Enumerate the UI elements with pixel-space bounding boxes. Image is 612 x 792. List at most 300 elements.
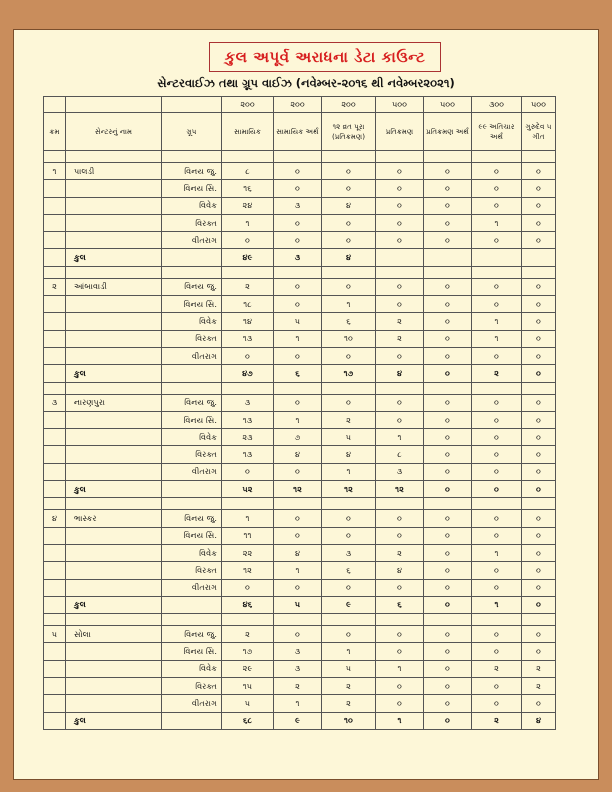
- sr-cell: [44, 596, 66, 613]
- spacer-cell: [472, 614, 522, 626]
- value-cell: ૦: [376, 278, 424, 295]
- total-row: [44, 712, 556, 729]
- value-cell: ૨૪: [222, 197, 274, 214]
- center-name-cell: સોલા: [66, 626, 162, 643]
- sr-cell: [44, 347, 66, 364]
- value-cell: ૦: [376, 579, 424, 596]
- value-cell: ૦: [522, 562, 556, 579]
- center-name-cell: [66, 527, 162, 544]
- value-cell: ૦: [424, 527, 472, 544]
- value-cell: ૦: [522, 296, 556, 313]
- target-cell: ૫૦૦: [376, 97, 424, 113]
- spacer-cell: [162, 382, 222, 394]
- value-cell: ૧: [222, 214, 274, 231]
- target-cell: ૩૦૦: [472, 97, 522, 113]
- spacer-row: [44, 382, 556, 394]
- value-cell: ૦: [472, 347, 522, 364]
- spacer-cell: [162, 266, 222, 278]
- value-cell: ૪: [274, 544, 322, 561]
- center-name-cell: [66, 411, 162, 428]
- table-row: [44, 626, 556, 643]
- table-row: [44, 278, 556, 295]
- value-cell: ૫: [274, 313, 322, 330]
- value-cell: ૦: [376, 197, 424, 214]
- value-cell: ૦: [424, 163, 472, 180]
- total-value-cell: ૯: [322, 596, 376, 613]
- spacer-cell: [274, 382, 322, 394]
- column-header: પ્રતિક્રમણ અર્થ: [424, 113, 472, 151]
- total-value-cell: ૨: [472, 365, 522, 382]
- group-cell: [162, 596, 222, 613]
- column-header: પ્રતિક્રમણ: [376, 113, 424, 151]
- value-cell: ૦: [472, 678, 522, 695]
- value-cell: ૦: [424, 197, 472, 214]
- value-cell: ૦: [472, 163, 522, 180]
- value-cell: ૧૪: [222, 313, 274, 330]
- value-cell: ૦: [424, 562, 472, 579]
- value-cell: ૦: [424, 347, 472, 364]
- total-value-cell: ૧૨: [322, 481, 376, 498]
- sr-cell: [44, 481, 66, 498]
- value-cell: ૪: [322, 197, 376, 214]
- total-value-cell: ૬: [274, 365, 322, 382]
- value-cell: ૦: [472, 411, 522, 428]
- value-cell: ૦: [522, 411, 556, 428]
- value-cell: ૦: [322, 347, 376, 364]
- value-cell: ૦: [376, 232, 424, 249]
- spacer-cell: [44, 266, 66, 278]
- center-name-cell: [66, 678, 162, 695]
- value-cell: ૦: [472, 626, 522, 643]
- group-cell: વિવેક: [162, 197, 222, 214]
- group-cell: વિનય સિ.: [162, 527, 222, 544]
- spacer-cell: [222, 151, 274, 163]
- value-cell: ૦: [376, 394, 424, 411]
- target-cell: ૨૦૦: [222, 97, 274, 113]
- group-cell: વીતરાગ: [162, 232, 222, 249]
- table-row: [44, 313, 556, 330]
- center-name-cell: [66, 180, 162, 197]
- group-cell: વિરક્ત: [162, 562, 222, 579]
- spacer-cell: [322, 614, 376, 626]
- center-name-cell: [66, 643, 162, 660]
- total-value-cell: ૫૨: [222, 481, 274, 498]
- column-header: સામાયિક: [222, 113, 274, 151]
- sr-cell: ૧: [44, 163, 66, 180]
- spacer-cell: [424, 266, 472, 278]
- group-cell: વિવેક: [162, 313, 222, 330]
- spacer-cell: [322, 151, 376, 163]
- value-cell: ૦: [472, 232, 522, 249]
- value-cell: ૪: [322, 446, 376, 463]
- spacer-cell: [322, 382, 376, 394]
- group-cell: વિનય જુ.: [162, 278, 222, 295]
- center-name-cell: [66, 313, 162, 330]
- spacer-cell: [424, 614, 472, 626]
- total-value-cell: ૧: [376, 712, 424, 729]
- spacer-cell: [274, 498, 322, 510]
- value-cell: ૦: [472, 695, 522, 712]
- value-cell: ૦: [424, 429, 472, 446]
- column-header-sr: ક્રમ: [44, 113, 66, 151]
- value-cell: ૫: [222, 695, 274, 712]
- spacer-row: [44, 498, 556, 510]
- value-cell: ૦: [424, 660, 472, 677]
- value-cell: ૪: [376, 562, 424, 579]
- total-value-cell: ૦: [522, 481, 556, 498]
- value-cell: ૧૩: [222, 446, 274, 463]
- spacer-cell: [472, 382, 522, 394]
- group-cell: વિવેક: [162, 660, 222, 677]
- group-cell: વીતરાગ: [162, 347, 222, 364]
- value-cell: ૦: [522, 446, 556, 463]
- total-value-cell: ૪૬: [222, 596, 274, 613]
- group-cell: વિનય જુ.: [162, 163, 222, 180]
- column-header-group: ગ્રૂપ: [162, 113, 222, 151]
- spacer-cell: [472, 151, 522, 163]
- value-cell: ૦: [472, 510, 522, 527]
- table-row: [44, 579, 556, 596]
- value-cell: ૦: [472, 180, 522, 197]
- value-cell: ૧: [222, 510, 274, 527]
- total-label: કુલ: [66, 365, 162, 382]
- total-value-cell: ૦: [424, 481, 472, 498]
- total-value-cell: [424, 249, 472, 266]
- value-cell: ૦: [376, 527, 424, 544]
- value-cell: ૧: [376, 660, 424, 677]
- value-cell: ૦: [222, 232, 274, 249]
- value-cell: ૧: [472, 313, 522, 330]
- total-label: કુલ: [66, 249, 162, 266]
- group-cell: વિનય સિ.: [162, 180, 222, 197]
- value-cell: ૨: [222, 626, 274, 643]
- value-cell: ૦: [472, 296, 522, 313]
- value-cell: ૦: [376, 296, 424, 313]
- value-cell: ૦: [376, 510, 424, 527]
- group-cell: વિનય સિ.: [162, 411, 222, 428]
- total-value-cell: [522, 249, 556, 266]
- value-cell: ૧૧: [222, 527, 274, 544]
- group-cell: [162, 481, 222, 498]
- spacer-cell: [274, 151, 322, 163]
- value-cell: ૫: [322, 429, 376, 446]
- spacer-cell: [44, 382, 66, 394]
- value-cell: ૦: [222, 579, 274, 596]
- header-blank: [44, 97, 66, 113]
- value-cell: ૦: [274, 394, 322, 411]
- value-cell: ૩: [274, 643, 322, 660]
- value-cell: ૦: [424, 330, 472, 347]
- sr-cell: [44, 330, 66, 347]
- spacer-cell: [424, 151, 472, 163]
- value-cell: ૦: [274, 163, 322, 180]
- value-cell: ૨: [322, 678, 376, 695]
- spacer-cell: [222, 498, 274, 510]
- group-cell: વિરક્ત: [162, 330, 222, 347]
- table-row: [44, 394, 556, 411]
- value-cell: ૦: [424, 643, 472, 660]
- total-label: કુલ: [66, 596, 162, 613]
- sr-cell: [44, 463, 66, 480]
- sr-cell: [44, 643, 66, 660]
- total-value-cell: ૯: [274, 712, 322, 729]
- value-cell: ૮: [222, 163, 274, 180]
- value-cell: ૦: [472, 643, 522, 660]
- total-label: કુલ: [66, 712, 162, 729]
- value-cell: ૦: [472, 579, 522, 596]
- sr-cell: [44, 527, 66, 544]
- table-row: [44, 197, 556, 214]
- total-value-cell: ૪: [322, 249, 376, 266]
- sr-cell: [44, 429, 66, 446]
- value-cell: ૦: [274, 180, 322, 197]
- center-name-cell: [66, 232, 162, 249]
- target-row: [44, 97, 556, 113]
- spacer-cell: [376, 151, 424, 163]
- center-name-cell: [66, 330, 162, 347]
- table-row: [44, 678, 556, 695]
- value-cell: ૦: [274, 510, 322, 527]
- value-cell: ૨૯: [222, 660, 274, 677]
- sr-cell: [44, 249, 66, 266]
- value-cell: ૦: [522, 626, 556, 643]
- spacer-row: [44, 266, 556, 278]
- spacer-cell: [376, 382, 424, 394]
- spacer-cell: [376, 614, 424, 626]
- value-cell: ૩: [274, 197, 322, 214]
- table-row: [44, 347, 556, 364]
- table-row: [44, 695, 556, 712]
- value-cell: ૦: [472, 197, 522, 214]
- value-cell: ૦: [472, 278, 522, 295]
- sr-cell: [44, 411, 66, 428]
- group-cell: વીતરાગ: [162, 463, 222, 480]
- value-cell: ૧૦: [322, 330, 376, 347]
- total-row: [44, 249, 556, 266]
- value-cell: ૦: [322, 394, 376, 411]
- total-value-cell: ૬: [376, 596, 424, 613]
- value-cell: ૬: [322, 562, 376, 579]
- value-cell: ૦: [376, 214, 424, 231]
- center-name-cell: [66, 197, 162, 214]
- value-cell: ૧: [322, 643, 376, 660]
- value-cell: ૧૨: [222, 562, 274, 579]
- spacer-cell: [376, 498, 424, 510]
- target-cell: ૨૦૦: [274, 97, 322, 113]
- value-cell: ૨: [322, 411, 376, 428]
- page-subtitle: સેન્ટરવાઈઝ તથા ગ્રૂપ વાઈઝ (નવેમ્બર-૨૦૧૬ થી નવેમ્બર૨૦૨૧): [157, 76, 455, 90]
- value-cell: ૦: [424, 678, 472, 695]
- center-name-cell: આંબાવાડી: [66, 278, 162, 295]
- total-value-cell: ૦: [522, 365, 556, 382]
- spacer-cell: [162, 498, 222, 510]
- value-cell: ૦: [322, 626, 376, 643]
- value-cell: ૪: [274, 446, 322, 463]
- total-value-cell: ૧૭: [322, 365, 376, 382]
- title-box: [209, 42, 441, 72]
- value-cell: ૦: [376, 411, 424, 428]
- value-cell: ૦: [424, 278, 472, 295]
- sr-cell: [44, 296, 66, 313]
- column-header: ગુરુદેવ ૫ ગીત: [522, 113, 556, 151]
- value-cell: ૧: [274, 562, 322, 579]
- value-cell: ૦: [322, 232, 376, 249]
- spacer-cell: [44, 614, 66, 626]
- spacer-cell: [66, 614, 162, 626]
- sr-cell: [44, 214, 66, 231]
- value-cell: ૦: [376, 626, 424, 643]
- value-cell: ૦: [522, 214, 556, 231]
- sr-cell: [44, 313, 66, 330]
- value-cell: ૭: [274, 429, 322, 446]
- value-cell: ૦: [274, 232, 322, 249]
- total-value-cell: ૧: [472, 596, 522, 613]
- center-name-cell: [66, 695, 162, 712]
- value-cell: ૦: [522, 347, 556, 364]
- value-cell: ૦: [376, 347, 424, 364]
- total-label: કુલ: [66, 481, 162, 498]
- sr-cell: ૪: [44, 510, 66, 527]
- sr-cell: [44, 562, 66, 579]
- value-cell: ૦: [522, 330, 556, 347]
- spacer-cell: [66, 266, 162, 278]
- table-row: [44, 544, 556, 561]
- value-cell: ૦: [424, 296, 472, 313]
- value-cell: ૦: [522, 429, 556, 446]
- total-row: [44, 596, 556, 613]
- center-name-cell: નારણપુરા: [66, 394, 162, 411]
- spacer-cell: [66, 382, 162, 394]
- value-cell: ૦: [472, 394, 522, 411]
- sr-cell: [44, 695, 66, 712]
- center-name-cell: [66, 347, 162, 364]
- spacer-cell: [44, 498, 66, 510]
- value-cell: ૦: [424, 214, 472, 231]
- spacer-cell: [522, 614, 556, 626]
- spacer-cell: [522, 151, 556, 163]
- value-cell: ૦: [472, 527, 522, 544]
- total-row: [44, 365, 556, 382]
- group-cell: વિનય જુ.: [162, 394, 222, 411]
- sr-cell: [44, 197, 66, 214]
- group-cell: વીતરાગ: [162, 579, 222, 596]
- center-name-cell: [66, 296, 162, 313]
- center-name-cell: ભાસ્કર: [66, 510, 162, 527]
- spacer-cell: [472, 266, 522, 278]
- value-cell: ૦: [274, 214, 322, 231]
- header-blank: [66, 97, 162, 113]
- value-cell: ૧૮: [222, 296, 274, 313]
- header-blank: [162, 97, 222, 113]
- value-cell: ૦: [472, 463, 522, 480]
- value-cell: ૦: [322, 180, 376, 197]
- table-row: [44, 163, 556, 180]
- spacer-cell: [222, 382, 274, 394]
- value-cell: ૦: [522, 197, 556, 214]
- report-sheet: [13, 29, 599, 780]
- value-cell: ૨: [274, 678, 322, 695]
- total-value-cell: ૧૦: [322, 712, 376, 729]
- value-cell: ૨૩: [222, 429, 274, 446]
- value-cell: ૦: [522, 544, 556, 561]
- value-cell: ૦: [424, 544, 472, 561]
- value-cell: ૦: [376, 695, 424, 712]
- value-cell: ૦: [274, 463, 322, 480]
- column-header-center: સેન્ટરનું નામ: [66, 113, 162, 151]
- total-value-cell: ૧૨: [376, 481, 424, 498]
- value-cell: ૦: [424, 463, 472, 480]
- total-value-cell: ૧૨: [274, 481, 322, 498]
- value-cell: ૨૨: [222, 544, 274, 561]
- spacer-cell: [162, 614, 222, 626]
- group-cell: વિનય સિ.: [162, 643, 222, 660]
- value-cell: ૦: [522, 510, 556, 527]
- value-cell: ૨: [522, 678, 556, 695]
- total-value-cell: ૪: [522, 712, 556, 729]
- table-row: [44, 429, 556, 446]
- value-cell: ૧: [472, 214, 522, 231]
- value-cell: ૦: [222, 463, 274, 480]
- sr-cell: [44, 180, 66, 197]
- value-cell: ૦: [322, 163, 376, 180]
- total-value-cell: ૩: [274, 249, 322, 266]
- value-cell: ૦: [376, 678, 424, 695]
- value-cell: ૦: [472, 562, 522, 579]
- spacer-cell: [222, 614, 274, 626]
- column-header: ૯૯ અતિચાર અર્થ: [472, 113, 522, 151]
- sr-cell: [44, 678, 66, 695]
- value-cell: ૦: [274, 579, 322, 596]
- group-cell: વિરક્ત: [162, 446, 222, 463]
- table-row: [44, 411, 556, 428]
- value-cell: ૦: [322, 527, 376, 544]
- spacer-cell: [376, 266, 424, 278]
- total-value-cell: [376, 249, 424, 266]
- value-cell: ૦: [424, 579, 472, 596]
- value-cell: ૦: [274, 527, 322, 544]
- spacer-cell: [424, 498, 472, 510]
- sr-cell: [44, 544, 66, 561]
- value-cell: ૦: [424, 313, 472, 330]
- spacer-row: [44, 151, 556, 163]
- spacer-cell: [274, 266, 322, 278]
- value-cell: ૩: [322, 544, 376, 561]
- spacer-cell: [274, 614, 322, 626]
- data-table: [43, 96, 556, 730]
- column-header-row: [44, 113, 556, 151]
- value-cell: ૧૫: [222, 678, 274, 695]
- center-name-cell: [66, 446, 162, 463]
- value-cell: ૧: [472, 544, 522, 561]
- table-row: [44, 643, 556, 660]
- center-name-cell: [66, 214, 162, 231]
- value-cell: ૧૭: [222, 643, 274, 660]
- value-cell: ૩: [376, 463, 424, 480]
- value-cell: ૨: [376, 313, 424, 330]
- value-cell: ૫: [322, 660, 376, 677]
- value-cell: ૦: [472, 429, 522, 446]
- total-value-cell: ૦: [522, 596, 556, 613]
- value-cell: ૦: [522, 278, 556, 295]
- value-cell: ૦: [274, 347, 322, 364]
- column-header: સામાયિક અર્થ: [274, 113, 322, 151]
- value-cell: ૧: [376, 429, 424, 446]
- value-cell: ૦: [222, 347, 274, 364]
- value-cell: ૦: [522, 394, 556, 411]
- sr-cell: ૫: [44, 626, 66, 643]
- spacer-cell: [66, 498, 162, 510]
- value-cell: ૦: [376, 163, 424, 180]
